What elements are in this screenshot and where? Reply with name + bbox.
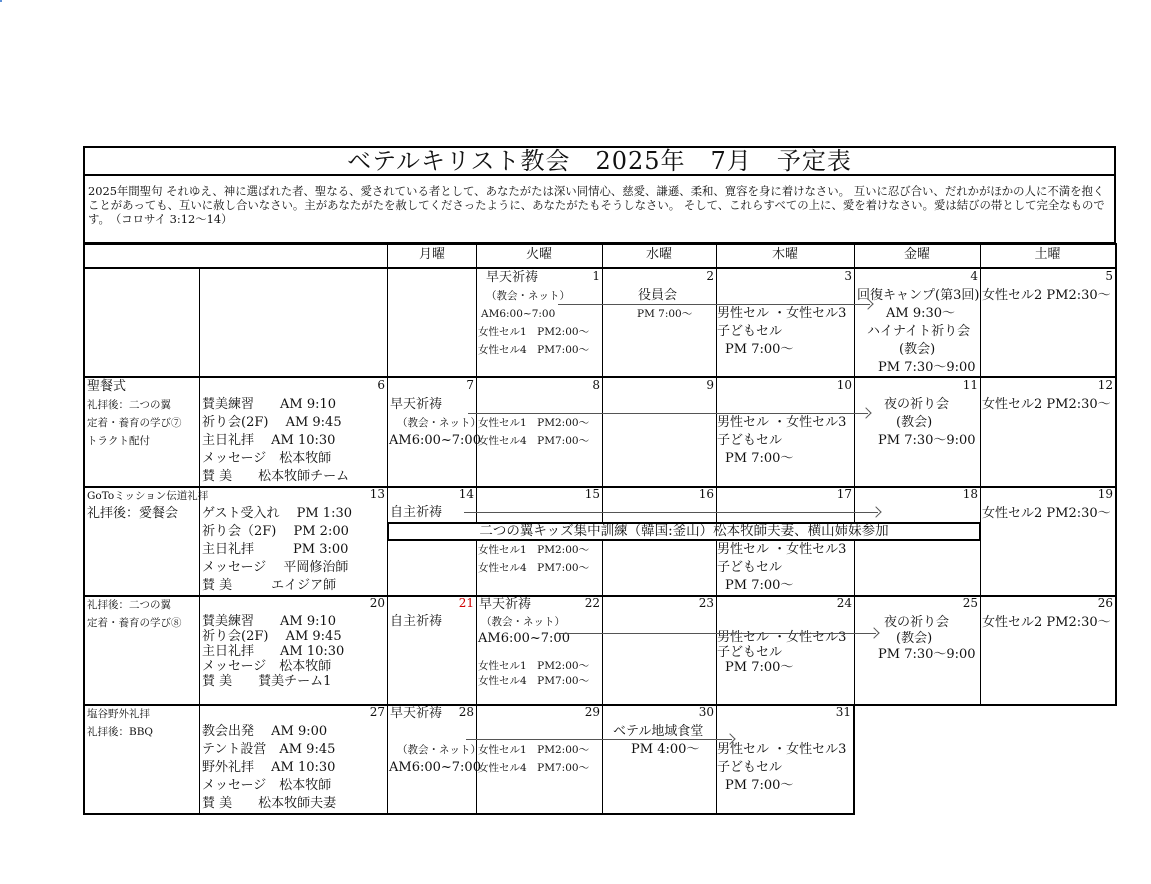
- week5-thu-cell: [716, 705, 855, 815]
- week1-tue-cell: [476, 269, 603, 378]
- event-text: 男性セル ・女性セル3: [717, 306, 847, 321]
- week1-label-cell: [83, 269, 200, 378]
- service-item: 賛美練習 AM 9:10: [202, 614, 337, 629]
- span-arrow: [468, 413, 868, 414]
- date-number: 15: [584, 487, 600, 501]
- event-text: PM 7:00〜: [725, 660, 794, 675]
- service-item: 教会出発 AM 9:00: [202, 724, 328, 739]
- event-text: 早天祈祷: [479, 597, 532, 612]
- week2-sat-cell: [980, 378, 1117, 488]
- service-item: 祈り会(2F) AM 9:45: [202, 629, 342, 644]
- date-number: 19: [1097, 487, 1113, 501]
- event-text: (教会): [896, 631, 933, 646]
- service-item: 賛 美 エイジア師: [202, 578, 337, 593]
- date-number: 27: [369, 705, 385, 719]
- week1-wed-cell: [602, 269, 717, 378]
- date-number: 14: [458, 487, 474, 501]
- event-banner: [387, 522, 981, 541]
- service-item: 主日礼拝 AM 10:30: [202, 644, 345, 659]
- week3-fri-cell: [854, 487, 981, 597]
- week1-thu-cell: [716, 269, 855, 378]
- banner-text: 二つの翼キッズ集中訓練（韓国:釜山）松本牧師夫妻、横山姉妹参加: [479, 523, 889, 539]
- event-text: 男性セル ・女性セル3: [717, 742, 847, 757]
- date-number: 11: [962, 378, 978, 392]
- week2-label-cell: [83, 378, 200, 488]
- service-item: 賛 美 賛美チーム1: [202, 674, 332, 689]
- date-number: 2: [706, 269, 714, 283]
- event-text: （教会・ネット）: [397, 744, 481, 756]
- date-number: 5: [1105, 269, 1113, 283]
- event-text: PM 7:30〜9:00: [878, 360, 976, 375]
- event-text: 女性セル4 PM7:00〜: [478, 562, 590, 574]
- span-arrow: [558, 304, 870, 305]
- event-text: PM 4:00〜: [631, 742, 700, 757]
- event-text: 自主祈祷: [390, 505, 443, 520]
- event-text: 子どもセル: [717, 324, 783, 339]
- event-text: 自主祈祷: [390, 614, 443, 629]
- date-number: 30: [698, 705, 714, 719]
- event-text: （教会・ネット）: [481, 616, 565, 628]
- service-item: メッセージ 松本牧師: [202, 451, 332, 466]
- date-number: 26: [1097, 596, 1113, 610]
- date-number: 17: [836, 487, 852, 501]
- event-text: 女性セル1 PM2:00〜: [478, 660, 590, 672]
- service-item: メッセージ 平岡修治師: [202, 560, 349, 575]
- week5-wed-cell: [602, 705, 717, 815]
- week4-sunday-cell: [199, 596, 388, 706]
- week-note: 礼拝後：二つの翼: [87, 399, 171, 411]
- span-arrow: [464, 512, 878, 513]
- service-item: テント設営 AM 9:45: [202, 742, 336, 757]
- event-text: 回復キャンプ(第3回): [857, 288, 980, 303]
- date-number-holiday: 21: [458, 596, 474, 610]
- event-text: AM6:00~7:00: [481, 308, 556, 320]
- header-wed: 水曜: [602, 244, 717, 269]
- event-text: 男性セル ・女性セル3: [717, 542, 847, 557]
- event-text: 男性セル ・女性セル3: [717, 415, 847, 430]
- week1-fri-cell: [854, 269, 981, 378]
- date-number: 18: [962, 487, 978, 501]
- header-blank: [83, 244, 388, 269]
- event-text: 女性セル2 PM2:30〜: [982, 288, 1111, 303]
- date-number: 10: [836, 378, 852, 392]
- service-item: 祈り会(2F) AM 9:45: [202, 415, 342, 430]
- week-note: 聖餐式: [87, 379, 127, 394]
- week2-sunday-cell: [199, 378, 388, 488]
- date-number: 3: [844, 269, 852, 283]
- event-text: PM 7:30〜9:00: [878, 647, 976, 662]
- event-text: 女性セル1 PM2:00〜: [478, 744, 590, 756]
- span-arrow: [556, 633, 876, 634]
- week4-thu-cell: [716, 596, 855, 706]
- event-text: PM 7:00〜: [725, 342, 794, 357]
- date-number: 31: [835, 705, 851, 719]
- week3-wed-cell: [602, 487, 717, 597]
- header-tue: 火曜: [476, 244, 603, 269]
- date-number: 8: [592, 378, 600, 392]
- service-item: 賛 美 松本牧師チーム: [202, 469, 350, 484]
- event-text: 女性セル1 PM2:00〜: [478, 417, 590, 429]
- date-number: 23: [698, 596, 714, 610]
- event-text: PM 7:00〜: [637, 308, 693, 320]
- date-number: 24: [836, 596, 852, 610]
- service-item: メッセージ 松本牧師: [202, 659, 332, 674]
- event-text: (教会): [896, 415, 933, 430]
- service-item: メッセージ 松本牧師: [202, 778, 332, 793]
- week4-wed-cell: [602, 596, 717, 706]
- week2-wed-cell: [602, 378, 717, 488]
- week-note: トラクト配付: [87, 435, 150, 447]
- week4-label-cell: [83, 596, 200, 706]
- week3-label-cell: [83, 487, 209, 597]
- date-number: 4: [970, 269, 978, 283]
- header-thu: 木曜: [716, 244, 855, 269]
- yearly-verse: 2025年間聖句 それゆえ、神に選ばれた者、聖なる、愛されている者として、あなたがたは深い同情心、慈愛、謙遜、柔和、寛容を身に着けなさい。 互いに忍び合い、だれかがほかの人に不満を抱くことがあっても、互いに赦し合いなさい。主があなたがたを赦してくださったように、あなたがたもそうしなさい。 そして、これらすべての上に、愛を着けなさい。愛は結びの帯として完全なものです。 （コロサイ 3:12〜14）: [83, 176, 1116, 244]
- week5-tue-cell: [476, 705, 603, 815]
- date-number: 13: [369, 487, 385, 501]
- event-text: 女性セル2 PM2:30〜: [982, 615, 1111, 630]
- event-text: AM6:00~7:00: [389, 760, 481, 775]
- date-number: 6: [377, 378, 385, 392]
- event-text: 夜の祈り会: [884, 615, 950, 630]
- event-text: 役員会: [638, 288, 678, 303]
- service-item: 主日礼拝 AM 10:30: [202, 433, 336, 448]
- date-number: 7: [466, 378, 474, 392]
- week4-tue-cell: [476, 596, 603, 706]
- event-text: 子どもセル: [717, 433, 783, 448]
- event-text: PM 7:00〜: [725, 778, 794, 793]
- date-number: 16: [698, 487, 714, 501]
- page-corner-mark: [0, 0, 2, 2]
- week4-fri-cell: [854, 596, 981, 706]
- event-text: 女性セル4 PM7:00〜: [478, 762, 590, 774]
- event-text: 女性セル1 PM2:00〜: [478, 326, 590, 338]
- event-text: 子どもセル: [717, 760, 783, 775]
- event-text: ハイナイト祈り会: [867, 324, 971, 339]
- week4-mon-cell: [387, 596, 477, 706]
- date-number: 20: [369, 596, 385, 610]
- week5-label-cell: [83, 705, 200, 815]
- week1-sunday-cell: [199, 269, 388, 378]
- week3-sunday-cell: [199, 487, 388, 597]
- week5-sunday-cell: [199, 705, 388, 815]
- week1-mon-cell: [387, 269, 477, 378]
- event-text: 早天祈祷: [390, 706, 443, 721]
- week3-sat-cell: [980, 487, 1117, 597]
- event-text: (教会): [899, 342, 936, 357]
- week3-mon-cell: [387, 487, 477, 597]
- week-note: 定着・養育の学び⑦: [87, 417, 182, 429]
- event-text: 女性セル1 PM2:00〜: [478, 544, 590, 556]
- week-note: 塩谷野外礼拝: [87, 708, 150, 720]
- event-text: 女性セル2 PM2:30〜: [982, 506, 1111, 521]
- event-text: AM 9:30〜: [886, 306, 956, 321]
- event-text: 夜の祈り会: [884, 397, 950, 412]
- service-item: 主日礼拝 PM 3:00: [202, 542, 349, 557]
- header-fri: 金曜: [854, 244, 981, 269]
- service-item: ゲスト受入れ PM 1:30: [202, 506, 352, 521]
- event-text: 子どもセル: [717, 645, 783, 660]
- date-number: 29: [584, 705, 600, 719]
- event-text: PM 7:30〜9:00: [878, 433, 976, 448]
- event-text: 子どもセル: [717, 560, 783, 575]
- week1-sat-cell: [980, 269, 1117, 378]
- week3-tue-cell: [476, 487, 603, 597]
- event-text: AM6:00~7:00: [478, 631, 570, 646]
- page-title: ベテルキリスト教会 2025年 7月 予定表: [83, 146, 1116, 176]
- week2-tue-cell: [476, 378, 603, 488]
- event-text: 女性セル4 PM7:00〜: [478, 435, 590, 447]
- week-note: 礼拝後：二つの翼: [87, 599, 171, 611]
- week-note: 定着・養育の学び⑧: [87, 617, 182, 629]
- week4-sat-cell: [980, 596, 1117, 706]
- event-text: 早天祈祷: [390, 397, 443, 412]
- event-text: 女性セル2 PM2:30〜: [982, 397, 1111, 412]
- week3-thu-cell: [716, 487, 855, 597]
- date-number: 25: [962, 596, 978, 610]
- event-text: PM 7:00〜: [725, 578, 794, 593]
- week-note: GoToミッション伝道礼拝: [87, 490, 209, 502]
- service-item: 賛 美 松本牧師夫妻: [202, 796, 337, 811]
- date-number: 12: [1097, 378, 1113, 392]
- date-number: 1: [592, 269, 600, 283]
- week5-mon-cell: [387, 705, 481, 815]
- service-item: 野外礼拝 AM 10:30: [202, 760, 336, 775]
- week-note: 礼拝後：BBQ: [87, 726, 154, 738]
- event-text: （教会・ネット）: [486, 290, 570, 302]
- event-text: （教会・ネット）: [397, 417, 481, 429]
- date-number: 28: [458, 705, 474, 719]
- event-text: AM6:00~7:00: [389, 433, 481, 448]
- week2-mon-cell: [387, 378, 481, 488]
- week2-fri-cell: [854, 378, 981, 488]
- event-text: 女性セル4 PM7:00〜: [478, 675, 590, 687]
- service-item: 祈り会（2F) PM 2:00: [202, 524, 349, 539]
- date-number: 9: [706, 378, 714, 392]
- week2-thu-cell: [716, 378, 855, 488]
- span-arrow: [466, 739, 732, 740]
- event-text: 早天祈祷: [486, 270, 539, 285]
- header-mon: 月曜: [387, 244, 477, 269]
- event-text: PM 7:00〜: [725, 451, 794, 466]
- event-text: 男性セル ・女性セル3: [717, 630, 847, 645]
- service-item: 賛美練習 AM 9:10: [202, 397, 337, 412]
- event-text: ベテル地域食堂: [613, 724, 704, 739]
- header-sat: 土曜: [980, 244, 1117, 269]
- week-note: 礼拝後：愛餐会: [87, 506, 179, 521]
- date-number: 22: [584, 596, 600, 610]
- event-text: 女性セル4 PM7:00〜: [478, 344, 590, 356]
